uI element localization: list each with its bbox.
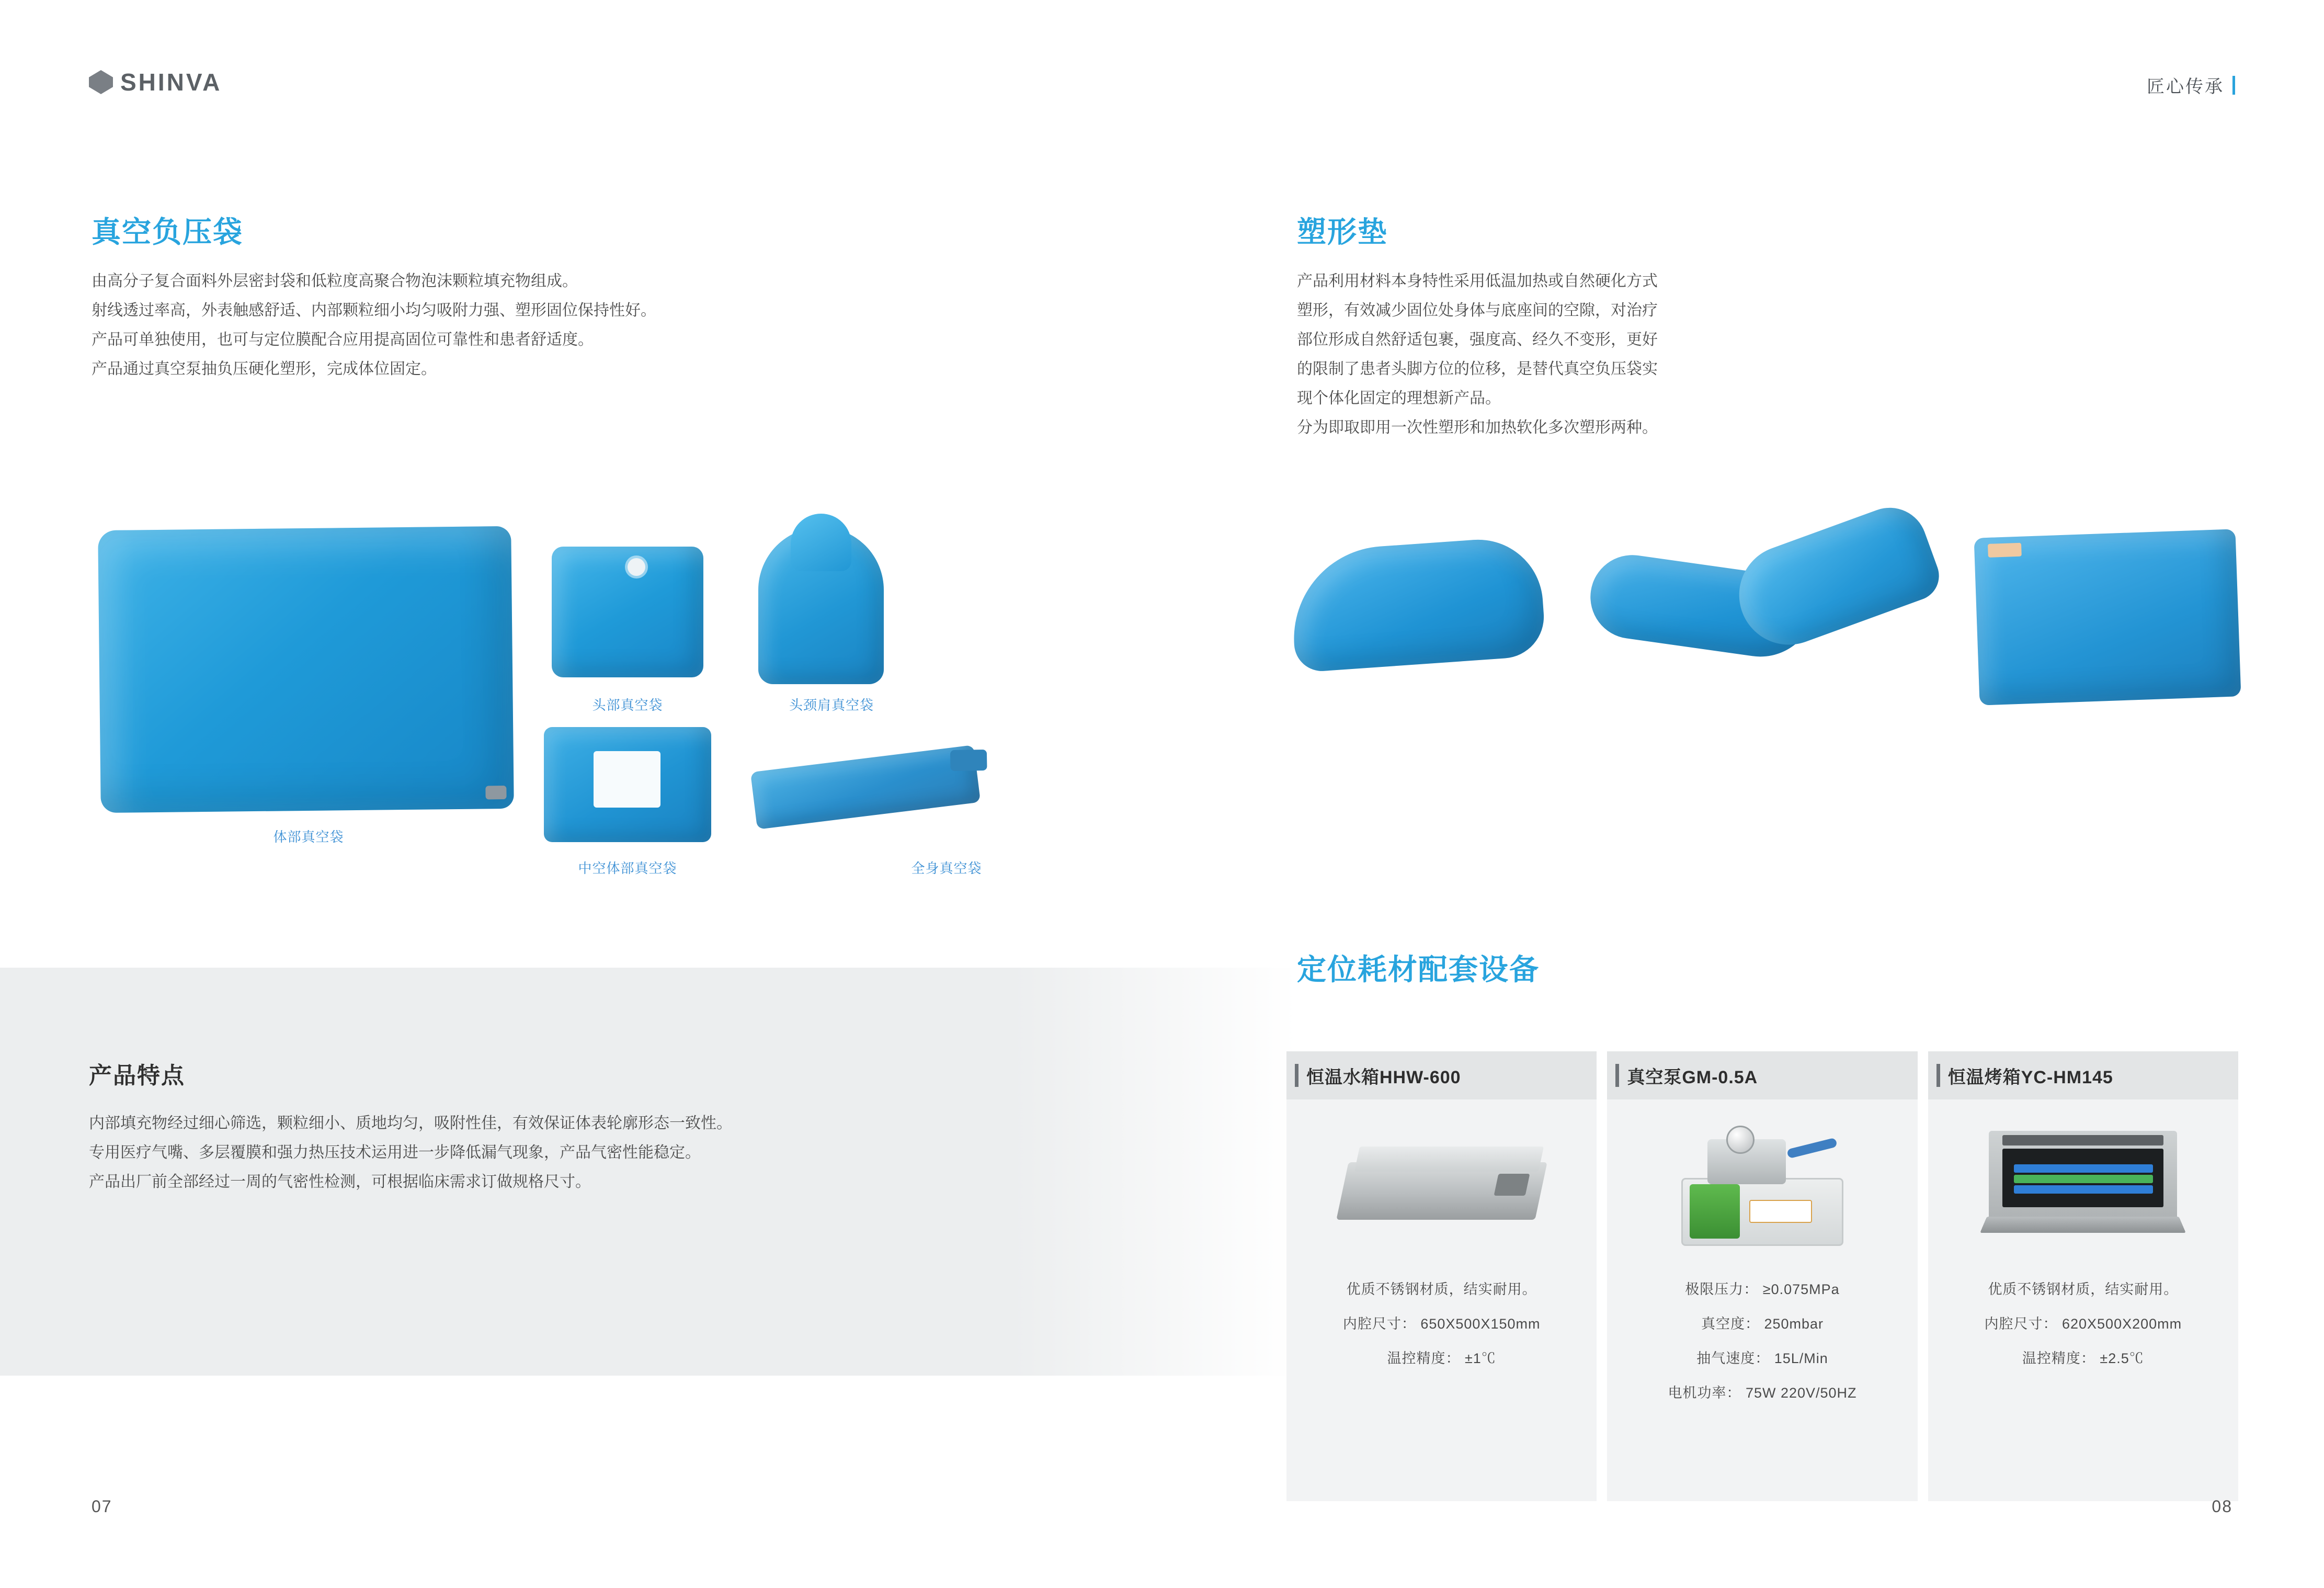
shaping-pad-flat-image: [1974, 529, 2241, 705]
equipment-spec: 电机功率： 75W 220V/50HZ: [1668, 1385, 1857, 1401]
left-intro-line-3: 产品可单独使用，也可与定位膜配合应用提高固位可靠性和患者舒适度。: [92, 331, 594, 348]
right-section-title: 塑形垫: [1297, 215, 1388, 248]
logo-mark-icon: [89, 70, 113, 94]
logo-text: SHINVA: [120, 69, 222, 96]
right-intro-paragraph: [1297, 267, 1820, 443]
right-intro-line-2: 塑形，有效减少固位处身体与底座间的空隙，对治疗: [1297, 302, 1658, 319]
body-vacuum-bag-image: [98, 526, 514, 813]
right-intro-line-4: 的限制了患者头脚方位的位移，是替代真空负压袋实: [1297, 360, 1658, 378]
product-features-panel: [0, 968, 1297, 1376]
equipment-card-specs: [1286, 1272, 1597, 1397]
equipment-spec: 极限压力： ≥0.075MPa: [1685, 1281, 1840, 1297]
page-body: [0, 131, 2324, 1588]
full-body-bag-image: [750, 745, 981, 830]
equipment-card: [1607, 1051, 1917, 1501]
page-header: [0, 0, 2324, 131]
features-title: 产品特点: [89, 1063, 185, 1088]
header-tagline: [2147, 72, 2235, 98]
shaping-pad-knee-image: [1725, 497, 1946, 659]
page-number-left: 07: [92, 1497, 112, 1516]
water-tank-icon: [1286, 1099, 1597, 1272]
equipment-card-header: [1607, 1051, 1917, 1099]
equipment-spec: 温控精度： ±1℃: [1387, 1351, 1496, 1366]
equipment-spec: 优质不锈钢材质，结实耐用。: [1988, 1281, 2179, 1297]
header-accent-bar-icon: [2232, 76, 2235, 95]
equipment-card-title: 恒温烤箱YC-HM145: [1947, 1067, 2113, 1087]
equipment-card-list: [1286, 1051, 2238, 1501]
oven-icon: [1928, 1099, 2238, 1272]
header-tagline-text: 匠心传承: [2147, 77, 2224, 97]
equipment-spec: 抽气速度： 15L/Min: [1696, 1351, 1828, 1366]
right-intro-line-5: 现个体化固定的理想新产品。: [1297, 390, 1501, 407]
right-intro-line-1: 产品利用材料本身特性采用低温加热或自然硬化方式: [1297, 273, 1658, 290]
product-caption-hollow-body-bag: 中空体部真空袋: [578, 860, 677, 876]
left-intro-line-2: 射线透过率高，外表触感舒适、内部颗粒细小均匀吸附力强、塑形固位保持性好。: [92, 302, 656, 319]
product-caption-full-body-bag: 全身真空袋: [911, 860, 982, 876]
equipment-card: [1928, 1051, 2238, 1501]
left-section-title: 真空负压袋: [92, 215, 243, 248]
page-number-right: 08: [2212, 1497, 2232, 1516]
right-intro-line-3: 部位形成自然舒适包裹，强度高、经久不变形，更好: [1297, 331, 1658, 348]
left-intro-line-4: 产品通过真空泵抽负压硬化塑形，完成体位固定。: [92, 360, 437, 378]
product-gallery: [78, 497, 1020, 884]
equipment-spec: 真空度： 250mbar: [1701, 1316, 1824, 1332]
equipment-card-header: [1286, 1051, 1597, 1099]
vacuum-pump-icon: [1607, 1099, 1917, 1272]
equipment-card-specs: [1928, 1272, 2238, 1397]
feature-line-1: 内部填充物经过细心筛选，颗粒细小、质地均匀，吸附性佳，有效保证体表轮廓形态一致性。: [89, 1115, 732, 1132]
head-neck-shoulder-bag-image: [758, 527, 884, 684]
equipment-card-header: [1928, 1051, 2238, 1099]
right-intro-line-6: 分为即取即用一次性塑形和加热软化多次塑形两种。: [1297, 419, 1658, 436]
equipment-card-specs: [1607, 1272, 1917, 1431]
shaping-pad-gallery: [1276, 507, 2270, 748]
features-body: [89, 1109, 978, 1197]
equipment-card-title: 真空泵GM-0.5A: [1627, 1067, 1758, 1087]
brand-logo: [89, 68, 222, 96]
equipment-card: [1286, 1051, 1597, 1501]
product-caption-body-bag: 体部真空袋: [273, 829, 344, 845]
equipment-spec: 内腔尺寸： 620X500X200mm: [1984, 1316, 2182, 1332]
equipment-section-title: 定位耗材配套设备: [1297, 953, 1540, 986]
hollow-body-bag-image: [544, 727, 711, 842]
equipment-spec: 内腔尺寸： 650X500X150mm: [1342, 1316, 1541, 1332]
head-vacuum-bag-image: [552, 547, 703, 677]
shaping-pad-head-image: [1288, 536, 1547, 673]
left-intro-paragraph: [92, 267, 876, 384]
product-caption-head-neck-shoulder-bag: 头颈肩真空袋: [789, 697, 874, 713]
feature-line-2: 专用医疗气嘴、多层覆膜和强力热压技术运用进一步降低漏气现象，产品气密性能稳定。: [89, 1144, 701, 1161]
equipment-spec: 优质不锈钢材质，结实耐用。: [1346, 1281, 1537, 1297]
left-intro-line-1: 由高分子复合面料外层密封袋和低粒度高聚合物泡沫颗粒填充物组成。: [92, 273, 578, 290]
feature-line-3: 产品出厂前全部经过一周的气密性检测，可根据临床需求订做规格尺寸。: [89, 1173, 591, 1190]
equipment-card-title: 恒温水箱HHW-600: [1306, 1067, 1461, 1087]
equipment-spec: 温控精度： ±2.5℃: [2022, 1351, 2144, 1366]
product-caption-head-bag: 头部真空袋: [592, 697, 663, 713]
